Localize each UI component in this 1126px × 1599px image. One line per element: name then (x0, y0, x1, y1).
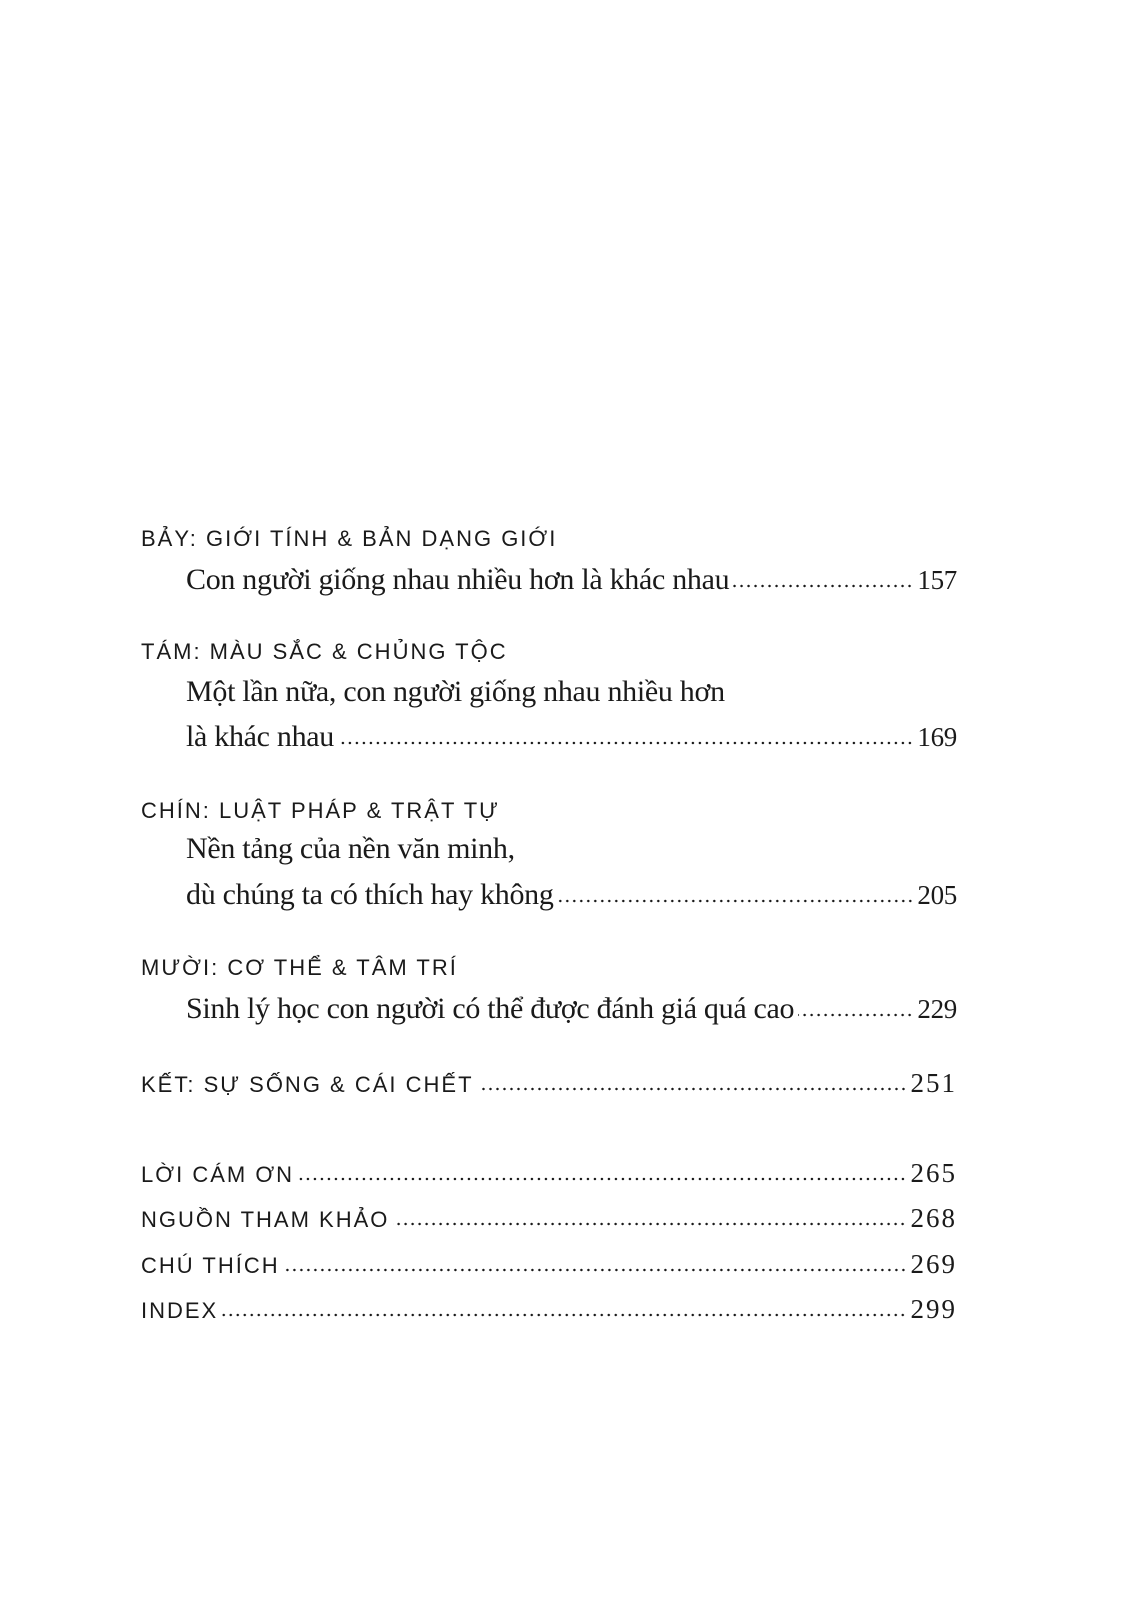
dot-leader (733, 583, 913, 589)
chapter-heading-text: MƯỜI: CƠ THỂ & TÂM TRÍ (141, 955, 458, 980)
toc-entry-conclusion[interactable] (141, 1068, 957, 1099)
dot-leader (393, 1221, 906, 1227)
dot-leader (222, 1312, 906, 1318)
page-number: 269 (910, 1249, 957, 1279)
toc-entry-back-matter[interactable] (141, 1203, 957, 1234)
page-number: 251 (910, 1068, 957, 1098)
chapter-title: Một lần nữa, con người giống nhau nhiều hơn (186, 675, 725, 708)
back-matter-label: NGUỒN THAM KHẢO (141, 1207, 390, 1232)
page-number: 229 (917, 994, 957, 1024)
toc-entry[interactable] (186, 563, 957, 597)
page-number: 265 (910, 1158, 957, 1188)
dot-leader (298, 1176, 906, 1182)
toc-entry-back-matter[interactable] (141, 1249, 957, 1280)
dot-leader (798, 1012, 913, 1018)
chapter-title: Con người giống nhau nhiều hơn là khác nhau (186, 563, 730, 596)
chapter-title: Nền tảng của nền văn minh, (186, 832, 515, 865)
chapter-heading-text: BẢY: GIỚI TÍNH & BẢN DẠNG GIỚI (141, 526, 558, 551)
page-number: 268 (910, 1203, 957, 1233)
page-number: 169 (917, 722, 957, 752)
chapter-heading (141, 526, 957, 552)
dot-leader (284, 1267, 907, 1273)
conclusion-heading: KẾT: SỰ SỐNG & CÁI CHẾT (141, 1072, 474, 1097)
back-matter-label: CHÚ THÍCH (141, 1253, 280, 1278)
chapter-heading-text: CHÍN: LUẬT PHÁP & TRẬT TỰ (141, 798, 500, 823)
chapter-heading-text: TÁM: MÀU SẮC & CHỦNG TỘC (141, 639, 508, 664)
back-matter-label: INDEX (141, 1298, 219, 1323)
dot-leader (338, 740, 913, 746)
dot-leader (478, 1086, 907, 1092)
toc-entry[interactable] (186, 992, 957, 1026)
chapter-heading (141, 955, 957, 981)
chapter-title: Sinh lý học con người có thể được đánh giá quá cao (186, 992, 795, 1025)
chapter-heading (141, 798, 957, 824)
chapter-title: là khác nhau (186, 720, 334, 753)
page-number: 205 (917, 880, 957, 910)
dot-leader (558, 898, 914, 904)
toc-entry-back-matter[interactable] (141, 1294, 957, 1325)
toc-entry[interactable] (186, 878, 957, 912)
chapter-heading (141, 639, 957, 665)
chapter-title-line (186, 832, 957, 866)
chapter-title: dù chúng ta có thích hay không (186, 878, 554, 911)
page-number: 157 (917, 565, 957, 595)
page-number: 299 (910, 1294, 957, 1324)
chapter-title-line (186, 675, 957, 709)
back-matter-label: LỜI CÁM ƠN (141, 1162, 295, 1187)
toc-entry[interactable] (186, 720, 957, 754)
toc-entry-back-matter[interactable] (141, 1158, 957, 1189)
